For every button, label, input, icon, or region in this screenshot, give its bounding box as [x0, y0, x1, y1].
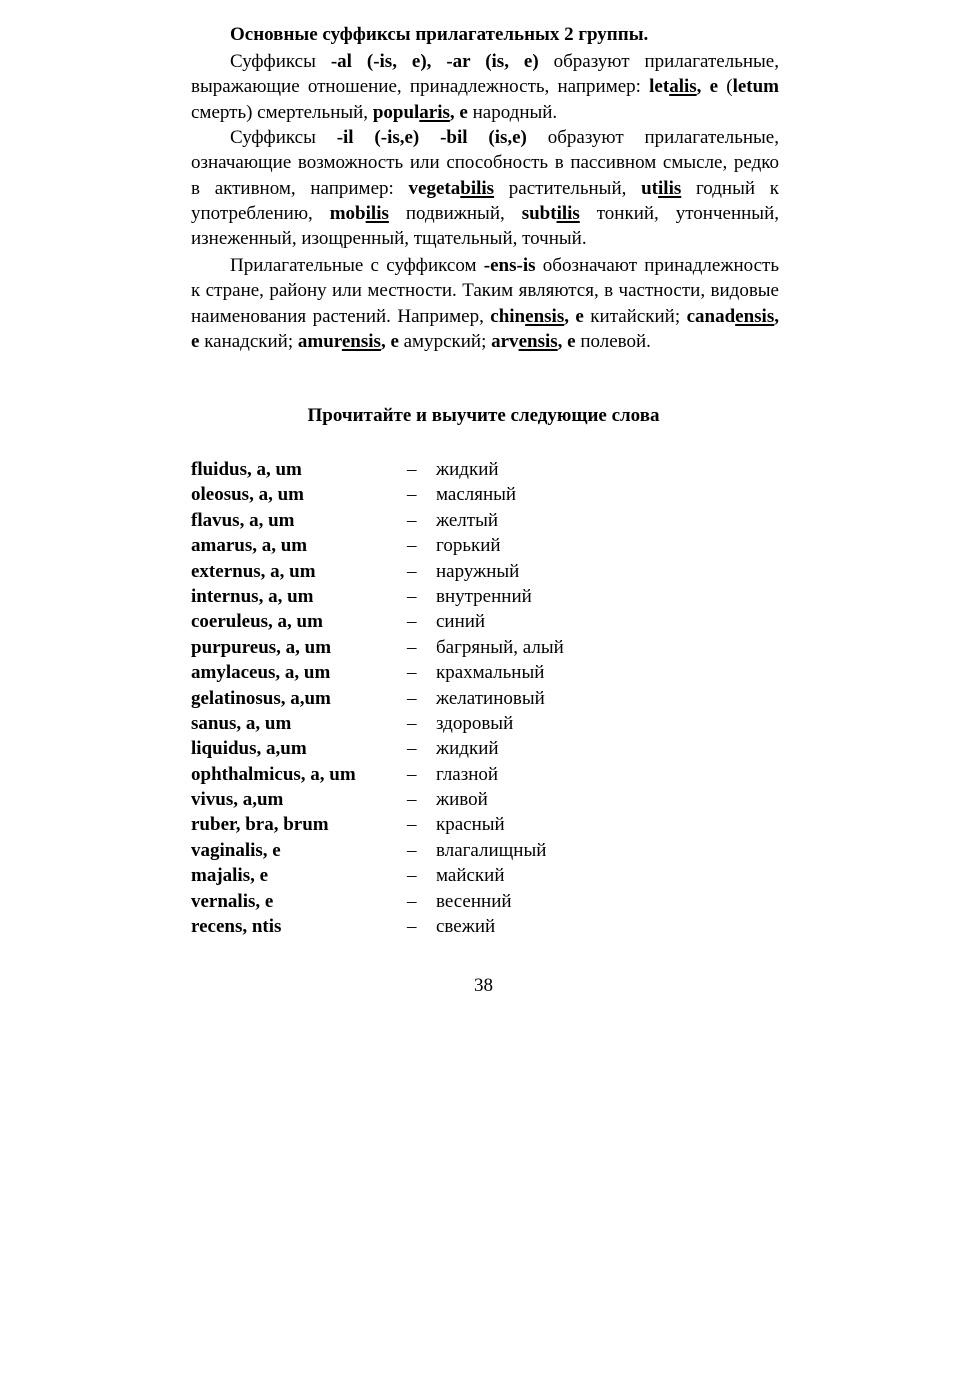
word-stem: ut [641, 177, 659, 199]
example-word [649, 76, 718, 97]
dash-separator: – [407, 535, 417, 557]
latin-term: flavus, a, um [191, 509, 295, 531]
word-stem: popul [372, 101, 420, 123]
russian-translation: красный [436, 814, 505, 836]
word-ending: , e [564, 305, 584, 327]
word-suffix: ensis [525, 305, 565, 327]
word-suffix: alis [669, 76, 697, 98]
russian-translation: синий [436, 611, 486, 633]
text-run: образуют прилагательные, выражающие отношение, принадлежность, например: [191, 51, 779, 98]
latin-term: internus, a, um [191, 585, 314, 607]
dash-separator: – [407, 509, 417, 531]
word-suffix: ilis [658, 177, 682, 199]
example-word: letum [732, 76, 779, 98]
text-run: образуют прилагательные, означающие возможность или способность в пассивном смысле, редко в активном, например: [191, 127, 779, 199]
russian-translation: глазной [436, 763, 499, 785]
example-word [491, 331, 562, 352]
russian-translation: желатиновый [436, 687, 545, 709]
text-run: ( [718, 76, 733, 98]
russian-translation: горький [436, 535, 501, 557]
dash-separator: – [407, 687, 417, 709]
paragraph-al-ar-text [191, 49, 779, 125]
latin-term: majalis, e [191, 865, 269, 887]
russian-translation: багряный, алый [436, 636, 564, 658]
paragraph-ens-is [191, 253, 779, 354]
latin-term: oleosus, a, um [191, 484, 304, 506]
dash-separator: – [407, 712, 417, 734]
word-stem: arv [491, 330, 519, 352]
page-number: 38 [474, 975, 493, 996]
dash-separator: – [407, 662, 417, 684]
paragraph-al-ar [191, 49, 779, 125]
section-heading [230, 24, 648, 46]
russian-translation: масляный [436, 484, 517, 506]
text-run: Суффиксы [230, 51, 331, 72]
latin-term: vaginalis, e [191, 839, 281, 861]
latin-term: gelatinosus, a,um [191, 687, 331, 709]
example-word [522, 203, 580, 224]
latin-term: vivus, a,um [191, 789, 284, 811]
word-stem: subt [521, 202, 557, 224]
example-word [373, 102, 468, 123]
dash-separator: – [407, 560, 417, 582]
paragraph-ens-is-text [191, 253, 779, 354]
latin-term: sanus, a, um [191, 712, 292, 734]
suffix-term: -al (-is, e), -ar (is, e) [330, 51, 539, 72]
word-ending: , [557, 330, 563, 352]
word-stem: let [649, 76, 670, 98]
text-run: полевой. [575, 330, 651, 352]
word-stem: vegeta [408, 177, 461, 199]
russian-translation: жидкий [436, 738, 499, 760]
dash-separator: – [407, 585, 417, 607]
russian-translation: желтый [436, 509, 499, 531]
dash-separator: – [407, 789, 417, 811]
russian-translation: весенний [436, 890, 512, 912]
dash-separator: – [407, 459, 417, 480]
dash-separator: – [407, 916, 417, 938]
word-ending: , e [191, 305, 779, 352]
text-run: канадский; [199, 330, 298, 352]
word-stem: mob [329, 202, 366, 224]
latin-term: purpureus, a, um [191, 636, 332, 658]
word-ending: , e [380, 330, 399, 352]
example-word [641, 178, 681, 199]
latin-term: fluidus, a, um [191, 459, 302, 480]
text-run: Прилагательные с суффиксом [230, 255, 484, 276]
text-run: тонкий, утонченный, изнеженный, изощренный, тщательный, точный. [191, 202, 779, 250]
russian-translation: крахмальный [436, 662, 545, 684]
text-run: амурский; [398, 330, 492, 352]
latin-term: vernalis, e [191, 890, 274, 912]
text-run: растительный, [494, 177, 642, 199]
text-run: китайский; [583, 305, 687, 327]
text-run: подвижный, [388, 202, 522, 224]
word-suffix: bilis [460, 177, 495, 199]
russian-translation: наружный [436, 560, 520, 582]
latin-term: ophthalmicus, a, um [191, 763, 356, 785]
example-word [490, 306, 584, 327]
word-stem: amur [297, 330, 342, 352]
word-suffix: ensis [341, 330, 381, 352]
word-ending: e [567, 330, 576, 352]
text-run: народный. [467, 101, 558, 123]
text-run: смерть) смертельный, [191, 101, 373, 123]
text-run: Суффиксы [230, 127, 337, 148]
dash-separator: – [407, 738, 417, 760]
dash-separator: – [407, 890, 417, 912]
latin-term: amarus, a, um [191, 535, 308, 557]
word-suffix: aris [419, 101, 450, 123]
section-heading-period: . [643, 24, 649, 45]
word-suffix: ensis [735, 305, 775, 327]
text-run: годный к употреблению, [191, 177, 779, 224]
example-word [298, 331, 399, 352]
latin-term: coeruleus, a, um [191, 611, 323, 633]
latin-term: externus, a, um [191, 560, 316, 582]
dash-separator: – [407, 814, 417, 836]
dash-separator: – [407, 763, 417, 785]
dash-separator: – [407, 611, 417, 633]
latin-term: ruber, bra, brum [191, 814, 329, 836]
dash-separator: – [407, 865, 417, 887]
russian-translation: свежий [436, 916, 496, 938]
example-word [330, 203, 389, 224]
section-heading-text: Основные суффиксы прилагательных 2 группы [230, 24, 644, 45]
russian-translation: майский [436, 865, 505, 887]
dash-separator: – [407, 839, 417, 861]
word-suffix: ensis [518, 330, 558, 352]
word-suffix: ilis [556, 202, 580, 224]
russian-translation: внутренний [436, 585, 532, 607]
example-word [409, 178, 495, 199]
russian-translation: здоровый [436, 712, 514, 734]
paragraph-il-bil-text [191, 125, 779, 251]
word-stem: canad [686, 305, 736, 327]
russian-translation: влагалищный [436, 839, 547, 861]
text-run: обозначают принадлежность к стране, району или местности. Таким являются, в частности, видовые наименования растений. Например, [191, 255, 779, 327]
russian-translation: живой [436, 789, 488, 811]
word-ending: , e [696, 76, 719, 98]
latin-term: liquidus, a,um [191, 738, 307, 760]
dash-separator: – [407, 636, 417, 658]
suffix-term: -il (-is,e) -bil (is,e) [336, 127, 527, 148]
suffix-term: -ens-is [483, 255, 536, 276]
latin-term: recens, ntis [191, 916, 282, 938]
vocabulary-heading: Прочитайте и выучите следующие слова [307, 405, 660, 426]
word-ending: , e [449, 101, 468, 123]
russian-translation: жидкий [436, 459, 499, 480]
word-suffix: ilis [365, 202, 389, 224]
dash-separator: – [407, 484, 417, 506]
latin-term: amylaceus, a, um [191, 662, 331, 684]
paragraph-il-bil [191, 125, 779, 251]
word-stem: chin [490, 305, 526, 327]
